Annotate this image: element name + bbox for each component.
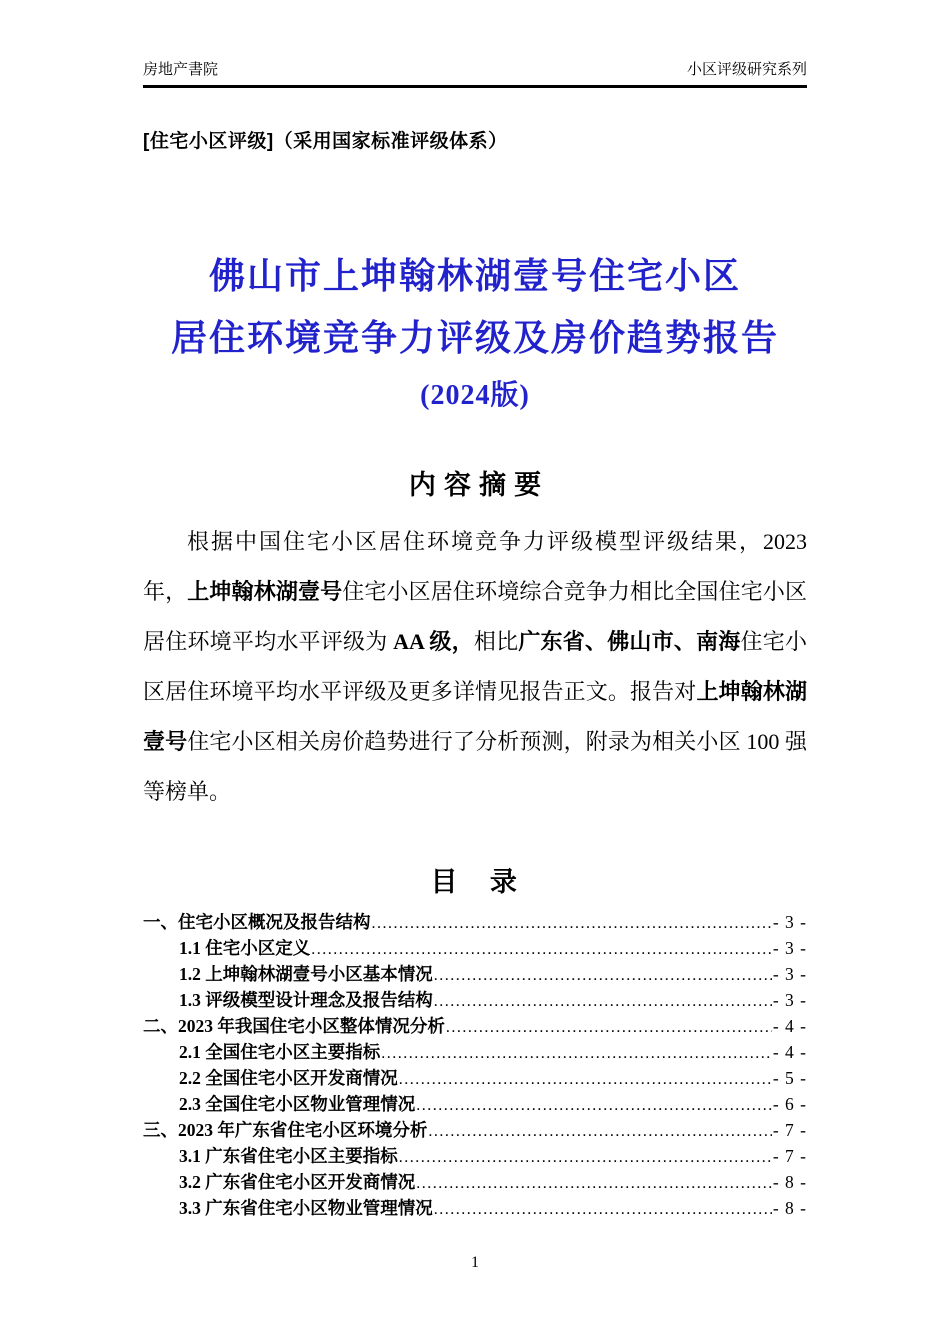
toc-item[interactable] bbox=[143, 936, 807, 962]
summary-heading: 内容摘要 bbox=[408, 470, 550, 500]
toc-item-label: 2.1 全国住宅小区主要指标 bbox=[179, 1042, 381, 1062]
toc-dotted-leader bbox=[399, 1144, 772, 1170]
header-left-text: 房地产書院 bbox=[143, 61, 219, 78]
toc-item-page: - 4 - bbox=[772, 1016, 807, 1036]
toc-item-page: - 8 - bbox=[772, 1172, 807, 1192]
toc-heading: 目 录 bbox=[430, 867, 520, 897]
toc-item-page: - 4 - bbox=[772, 1042, 807, 1062]
report-title-line1: 佛山市上坤翰林湖壹号住宅小区 bbox=[208, 256, 741, 296]
toc-list bbox=[143, 910, 807, 1222]
summary-text: 住宅小区居住环境综合竞争力相比全国住宅小区居住环境平均水平评级为 bbox=[143, 579, 807, 654]
toc-item[interactable] bbox=[143, 1040, 807, 1066]
summary-text: 住宅小区居住环境平均水平评级及更多详情见报告正文。报告对 bbox=[143, 629, 807, 704]
toc-item-page: - 3 - bbox=[772, 990, 807, 1010]
toc-item-label: 2.3 全国住宅小区物业管理情况 bbox=[179, 1094, 416, 1114]
summary-text-bold: AA 级， bbox=[393, 629, 474, 654]
toc-item-label: 三、2023 年广东省住宅小区环境分析 bbox=[143, 1120, 428, 1140]
toc-dotted-leader bbox=[399, 1066, 772, 1092]
toc-item-label: 3.3 广东省住宅小区物业管理情况 bbox=[179, 1198, 433, 1218]
toc-dotted-leader bbox=[434, 1196, 772, 1222]
toc-item-page: - 3 - bbox=[772, 938, 807, 958]
toc-item-label: 一、住宅小区概况及报告结构 bbox=[143, 912, 371, 932]
toc-item-label: 3.1 广东省住宅小区主要指标 bbox=[179, 1146, 398, 1166]
page-number: 1 bbox=[471, 1254, 479, 1271]
toc-dotted-leader bbox=[434, 988, 772, 1014]
toc-dotted-leader bbox=[416, 1170, 772, 1196]
toc-dotted-leader bbox=[311, 936, 772, 962]
toc-dotted-leader bbox=[381, 1040, 772, 1066]
toc-item[interactable] bbox=[143, 1144, 807, 1170]
toc-item[interactable] bbox=[143, 1170, 807, 1196]
toc-item-page: - 6 - bbox=[772, 1094, 807, 1114]
header-right-text: 小区评级研究系列 bbox=[686, 61, 807, 78]
running-header bbox=[143, 0, 807, 88]
toc-item-page: - 8 - bbox=[772, 1198, 807, 1218]
summary-text-bold: 上坤翰林湖壹号 bbox=[187, 579, 343, 604]
toc-item[interactable] bbox=[143, 1014, 807, 1040]
toc-item-page: - 3 - bbox=[772, 964, 807, 984]
toc-item-label: 二、2023 年我国住宅小区整体情况分析 bbox=[143, 1016, 445, 1036]
toc-item-label: 1.3 评级模型设计理念及报告结构 bbox=[179, 990, 433, 1010]
summary-text-bold: 广东省、佛山市、南海 bbox=[518, 629, 741, 654]
toc-item-label: 2.2 全国住宅小区开发商情况 bbox=[179, 1068, 398, 1088]
toc-dotted-leader bbox=[372, 910, 772, 936]
toc-item[interactable] bbox=[143, 962, 807, 988]
toc-item-page: - 5 - bbox=[772, 1068, 807, 1088]
summary-text: 根据中国住宅小区居住环境竞争力评级模型评级结果，2023 年， bbox=[143, 529, 807, 604]
report-edition: (2024版) bbox=[420, 380, 530, 411]
toc-item-label: 1.1 住宅小区定义 bbox=[179, 938, 311, 958]
title-block bbox=[143, 258, 807, 410]
toc-item[interactable] bbox=[143, 910, 807, 936]
toc-dotted-leader bbox=[434, 962, 772, 988]
toc-item-page: - 7 - bbox=[772, 1120, 807, 1140]
summary-text: 相比 bbox=[473, 629, 519, 654]
toc-item[interactable] bbox=[143, 1092, 807, 1118]
summary-paragraph bbox=[143, 517, 807, 817]
report-title-line2: 居住环境竞争力评级及房价趋势报告 bbox=[170, 318, 779, 358]
toc-dotted-leader bbox=[446, 1014, 772, 1040]
rating-system-subtitle: [住宅小区评级]（采用国家标准评级体系） bbox=[143, 131, 508, 152]
toc-item-page: - 7 - bbox=[772, 1146, 807, 1166]
toc-item[interactable] bbox=[143, 1196, 807, 1222]
toc-item[interactable] bbox=[143, 1066, 807, 1092]
summary-text: 住宅小区相关房价趋势进行了分析预测，附录为相关小区 100 强等榜单。 bbox=[143, 729, 807, 804]
toc-item-label: 3.2 广东省住宅小区开发商情况 bbox=[179, 1172, 416, 1192]
toc-item[interactable] bbox=[143, 1118, 807, 1144]
toc-item-page: - 3 - bbox=[772, 912, 807, 932]
toc-item-label: 1.2 上坤翰林湖壹号小区基本情况 bbox=[179, 964, 433, 984]
toc-dotted-leader bbox=[416, 1092, 772, 1118]
summary-text-bold: 上坤翰林湖壹号 bbox=[143, 679, 807, 754]
toc-item[interactable] bbox=[143, 988, 807, 1014]
toc-dotted-leader bbox=[428, 1118, 771, 1144]
